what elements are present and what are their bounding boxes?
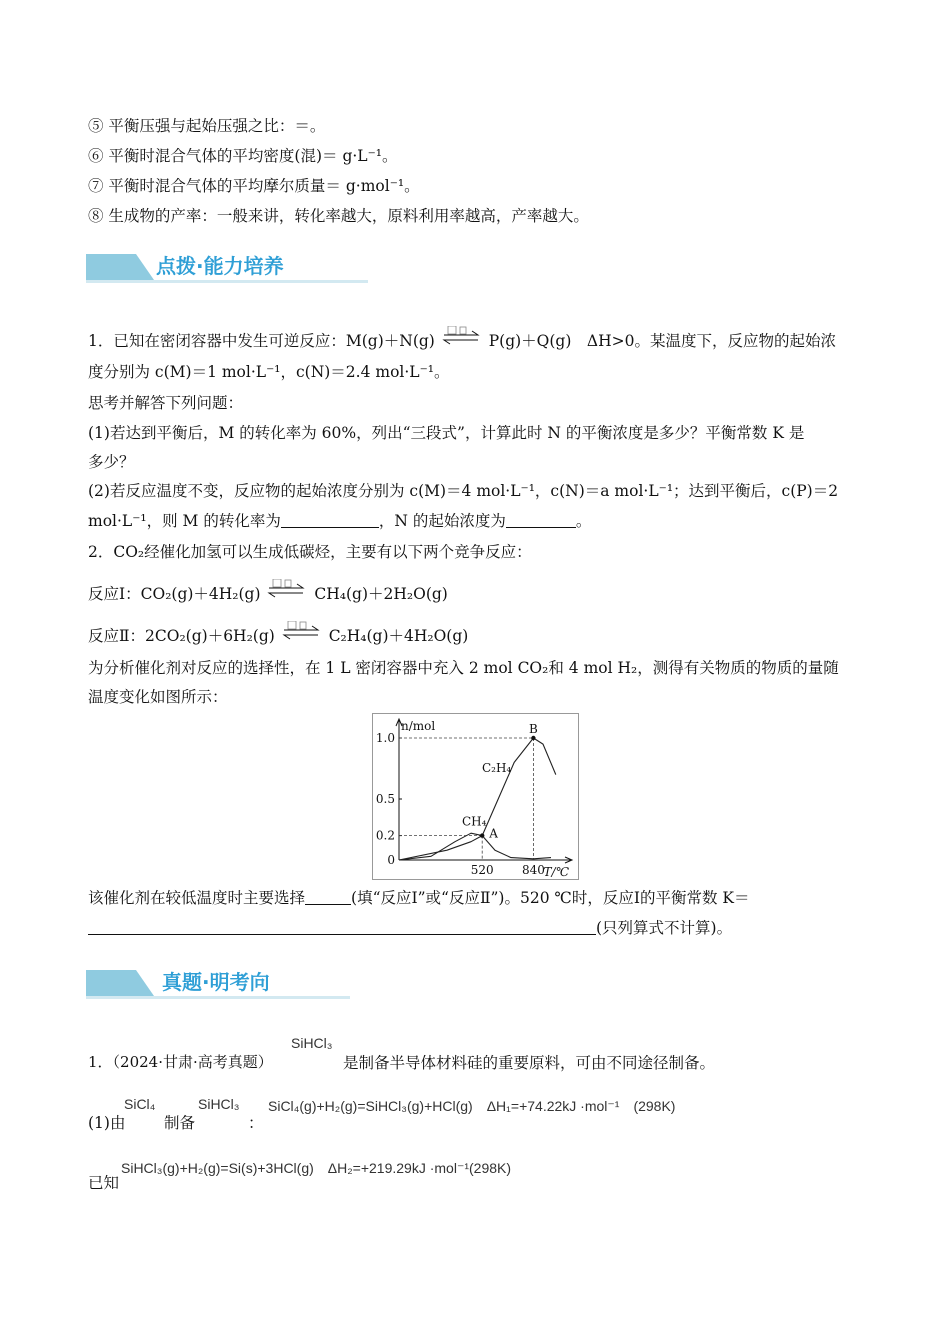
answer-blank[interactable] <box>305 890 351 905</box>
question-text: 。 <box>575 512 592 530</box>
y-axis-label: n/mol <box>401 719 436 733</box>
series-line <box>399 738 556 860</box>
list-item: ⑥ 平衡时混合气体的平均密度(混)＝ g·L⁻¹。 <box>88 147 398 165</box>
data-point <box>531 736 535 740</box>
formula: SiCl₄ <box>124 1096 156 1112</box>
question-text: ： <box>248 1114 264 1132</box>
chart <box>372 713 579 880</box>
formula: SiHCl₃ <box>198 1096 240 1112</box>
reaction-line <box>88 626 468 646</box>
section-title: 点拨·能力培养 <box>156 254 284 278</box>
series-label: CH₄ <box>461 814 487 829</box>
question-number: 1．（2024·甘肃·高考真题） <box>88 1053 273 1071</box>
data-point <box>480 833 484 837</box>
x-axis-label: T/℃ <box>543 865 569 879</box>
question-text: (填“反应Ⅰ”或“反应Ⅱ”)。520 ℃时，反应Ⅰ的平衡常数 K＝ <box>351 889 750 907</box>
answer-blank[interactable] <box>506 513 576 528</box>
question-text: (只列算式不计算)。 <box>596 919 733 937</box>
reaction-text: CH₄(g)＋2H₂O(g) <box>314 585 448 603</box>
point-label: B <box>528 722 538 736</box>
question-text: 是制备半导体材料硅的重要原料，可由不同途径制备。 <box>343 1054 716 1072</box>
x-tick-label: 520 <box>470 863 494 877</box>
section-banner <box>86 970 350 1002</box>
reaction-text: C₂H₄(g)＋4H₂O(g) <box>328 627 469 645</box>
list-item: ⑦ 平衡时混合气体的平均摩尔质量＝ g·mol⁻¹。 <box>88 177 420 195</box>
chart-svg <box>373 714 578 879</box>
question-line <box>88 511 591 531</box>
equilibrium-arrow-icon <box>265 585 309 601</box>
question-line: 多少？ <box>88 453 135 471</box>
y-tick-label: 0.5 <box>375 792 395 806</box>
y-tick-label: 0.2 <box>375 828 395 843</box>
answer-blank[interactable] <box>281 513 379 528</box>
question-line <box>88 888 749 908</box>
reaction-line <box>88 584 448 604</box>
list-item: ⑧ 生成物的产率：一般来讲，转化率越大，原料利用率越高，产率越大。 <box>88 207 589 225</box>
section-title: 真题·明考向 <box>162 970 270 994</box>
question-text: 制备 <box>164 1114 196 1132</box>
equilibrium-arrow-icon <box>280 627 324 643</box>
reaction-text: 反应Ⅰ：CO₂(g)＋4H₂(g) <box>88 585 261 603</box>
question-line: 思考并解答下列问题： <box>88 394 244 412</box>
question-text: 1．已知在密闭容器中发生可逆反应：M(g)＋N(g) <box>88 332 435 350</box>
series-label: C₂H₄ <box>481 761 512 776</box>
question-line: (2)若反应温度不变，反应物的起始浓度分别为 c(M)＝4 mol·L⁻¹，c(N)＝a mol·L⁻¹；达到平衡后，c(P)＝2 <box>88 482 839 500</box>
equilibrium-arrow-icon <box>440 332 484 348</box>
question-text: ，N 的起始浓度为 <box>378 512 506 530</box>
equation: SiCl₄(g)+H₂(g)=SiHCl₃(g)+HCl(g) ΔH₁=+74.22kJ ·mol⁻¹ (298K) <box>268 1098 676 1114</box>
x-tick-label: 840 <box>521 863 545 877</box>
y-tick-label: 0 <box>387 853 395 867</box>
y-tick-label: 1.0 <box>375 731 395 745</box>
equation: SiHCl₃(g)+H₂(g)=Si(s)+3HCl(g) ΔH₂=+219.29kJ ·mol⁻¹(298K) <box>121 1160 512 1176</box>
list-item: ⑤ 平衡压强与起始压强之比：＝。 <box>88 117 326 135</box>
question-text: mol·L⁻¹，则 M 的转化率为 <box>88 512 281 530</box>
formula: SiHCl₃ <box>291 1035 333 1051</box>
question-text: P(g)＋Q(g) ΔH>0。某温度下，反应物的起始浓 <box>488 332 836 350</box>
point-label: A <box>489 826 498 841</box>
question-text: 已知 <box>88 1174 120 1192</box>
question-line <box>88 918 732 938</box>
question-line: (1)若达到平衡后，M 的转化率为 60%，列出“三段式”，计算此时 N 的平衡浓度是多少？平衡常数 K 是 <box>88 424 805 442</box>
question-text: 该催化剂在较低温度时主要选择 <box>88 889 306 907</box>
sub-question-label: (1)由 <box>88 1114 126 1132</box>
reaction-text: 反应Ⅱ：2CO₂(g)＋6H₂(g) <box>88 627 275 645</box>
section-banner <box>86 254 368 286</box>
question-line: 度分别为 c(M)＝1 mol·L⁻¹，c(N)＝2.4 mol·L⁻¹。 <box>88 363 450 381</box>
question-line: 2．CO₂经催化加氢可以生成低碳烃，主要有以下两个竞争反应： <box>88 543 532 561</box>
answer-blank[interactable] <box>88 920 596 935</box>
question-line: 为分析催化剂对反应的选择性，在 1 L 密闭容器中充入 2 mol CO₂和 4 mol H₂，测得有关物质的物质的量随 <box>88 659 839 677</box>
series-line <box>399 833 551 860</box>
question-line: 温度变化如图所示： <box>88 688 228 706</box>
question-line <box>88 331 836 351</box>
